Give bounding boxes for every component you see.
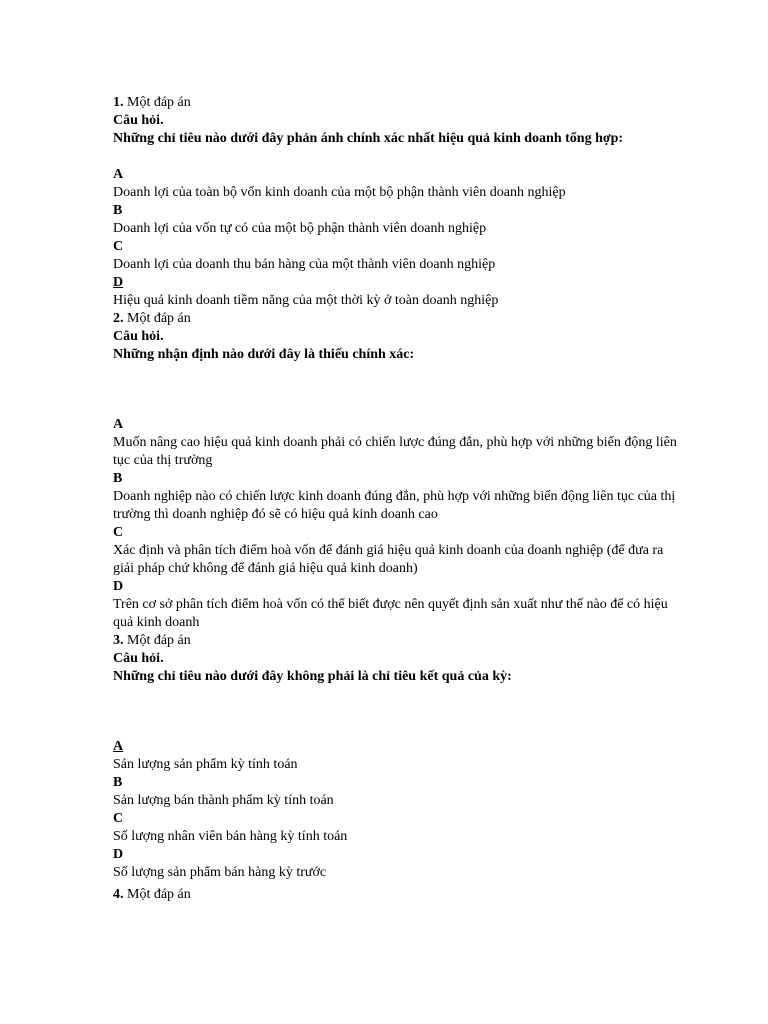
question-header <box>113 94 683 112</box>
option-text: Muốn nâng cao hiệu quả kinh doanh phải có chiến lược đúng đắn, phù hợp với những biến động liên tục của thị trường <box>113 435 677 468</box>
option-letter: C <box>113 811 124 826</box>
option-letter: A <box>113 417 124 432</box>
question-label: Câu hỏi. <box>113 329 164 344</box>
question-4 <box>113 886 683 904</box>
option-text: Doanh lợi của doanh thu bán hàng của một thành viên doanh nghiệp <box>113 257 496 272</box>
option-text: Số lượng nhân viên bán hàng kỳ tính toán <box>113 829 348 844</box>
document-body <box>113 94 683 904</box>
option-letter-selected: A <box>113 739 124 754</box>
option-letter: A <box>113 167 124 182</box>
question-text: Những nhận định nào dưới đây là thiếu chính xác: <box>113 347 415 362</box>
option-letter-selected: D <box>113 275 124 290</box>
option-letter: B <box>113 775 123 790</box>
question-header <box>113 886 683 904</box>
option-text: Hiệu quả kinh doanh tiềm năng của một thời kỳ ở toàn doanh nghiệp <box>113 293 499 308</box>
question-label: Câu hỏi. <box>113 651 164 666</box>
question-text: Những chỉ tiêu nào dưới đây phản ánh chính xác nhất hiệu quả kinh doanh tổng hợp: <box>113 131 624 146</box>
option-letter: D <box>113 847 124 862</box>
question-number: 2. <box>113 311 124 326</box>
question-1 <box>113 94 683 310</box>
question-header <box>113 310 683 328</box>
option-text: Doanh lợi của vốn tự có của một bộ phận thành viên doanh nghiệp <box>113 221 487 236</box>
question-type: Một đáp án <box>127 311 191 326</box>
question-header <box>113 632 683 650</box>
question-text: Những chỉ tiêu nào dưới đây không phải là chỉ tiêu kết quả của kỳ: <box>113 669 512 684</box>
option-letter: D <box>113 579 124 594</box>
option-text: Số lượng sản phẩm bán hàng kỳ trước <box>113 865 327 880</box>
question-type: Một đáp án <box>127 887 191 902</box>
question-number: 3. <box>113 633 124 648</box>
option-text: Doanh lợi của toàn bộ vốn kinh doanh của một bộ phận thành viên doanh nghiệp <box>113 185 566 200</box>
spacer <box>113 148 683 166</box>
question-number: 4. <box>113 887 124 902</box>
question-3 <box>113 632 683 882</box>
option-text: Sản lượng sản phẩm kỳ tính toán <box>113 757 298 772</box>
question-2 <box>113 310 683 632</box>
option-letter: B <box>113 203 123 218</box>
question-type: Một đáp án <box>127 95 191 110</box>
question-number: 1. <box>113 95 124 110</box>
option-text: Doanh nghiệp nào có chiến lược kinh doanh đúng đắn, phù hợp với những biến động liên tục của thị trường thì doanh nghiệp đó sẽ có hiệu quả kinh doanh cao <box>113 489 676 522</box>
question-type: Một đáp án <box>127 633 191 648</box>
option-letter: C <box>113 239 124 254</box>
spacer <box>113 686 683 738</box>
option-text: Sản lượng bán thành phẩm kỳ tính toán <box>113 793 334 808</box>
question-label: Câu hỏi. <box>113 113 164 128</box>
option-text: Xác định và phân tích điểm hoà vốn để đánh giá hiệu quả kinh doanh của doanh nghiệp (để đưa ra giải pháp chứ không để đánh giá hiệu quả kinh doanh) <box>113 543 664 576</box>
option-letter: C <box>113 525 124 540</box>
option-text: Trên cơ sở phân tích điểm hoà vốn có thể biết được nên quyết định sản xuất như thế nào để có hiệu quả kinh doanh <box>113 597 668 630</box>
spacer <box>113 364 683 416</box>
option-letter: B <box>113 471 123 486</box>
